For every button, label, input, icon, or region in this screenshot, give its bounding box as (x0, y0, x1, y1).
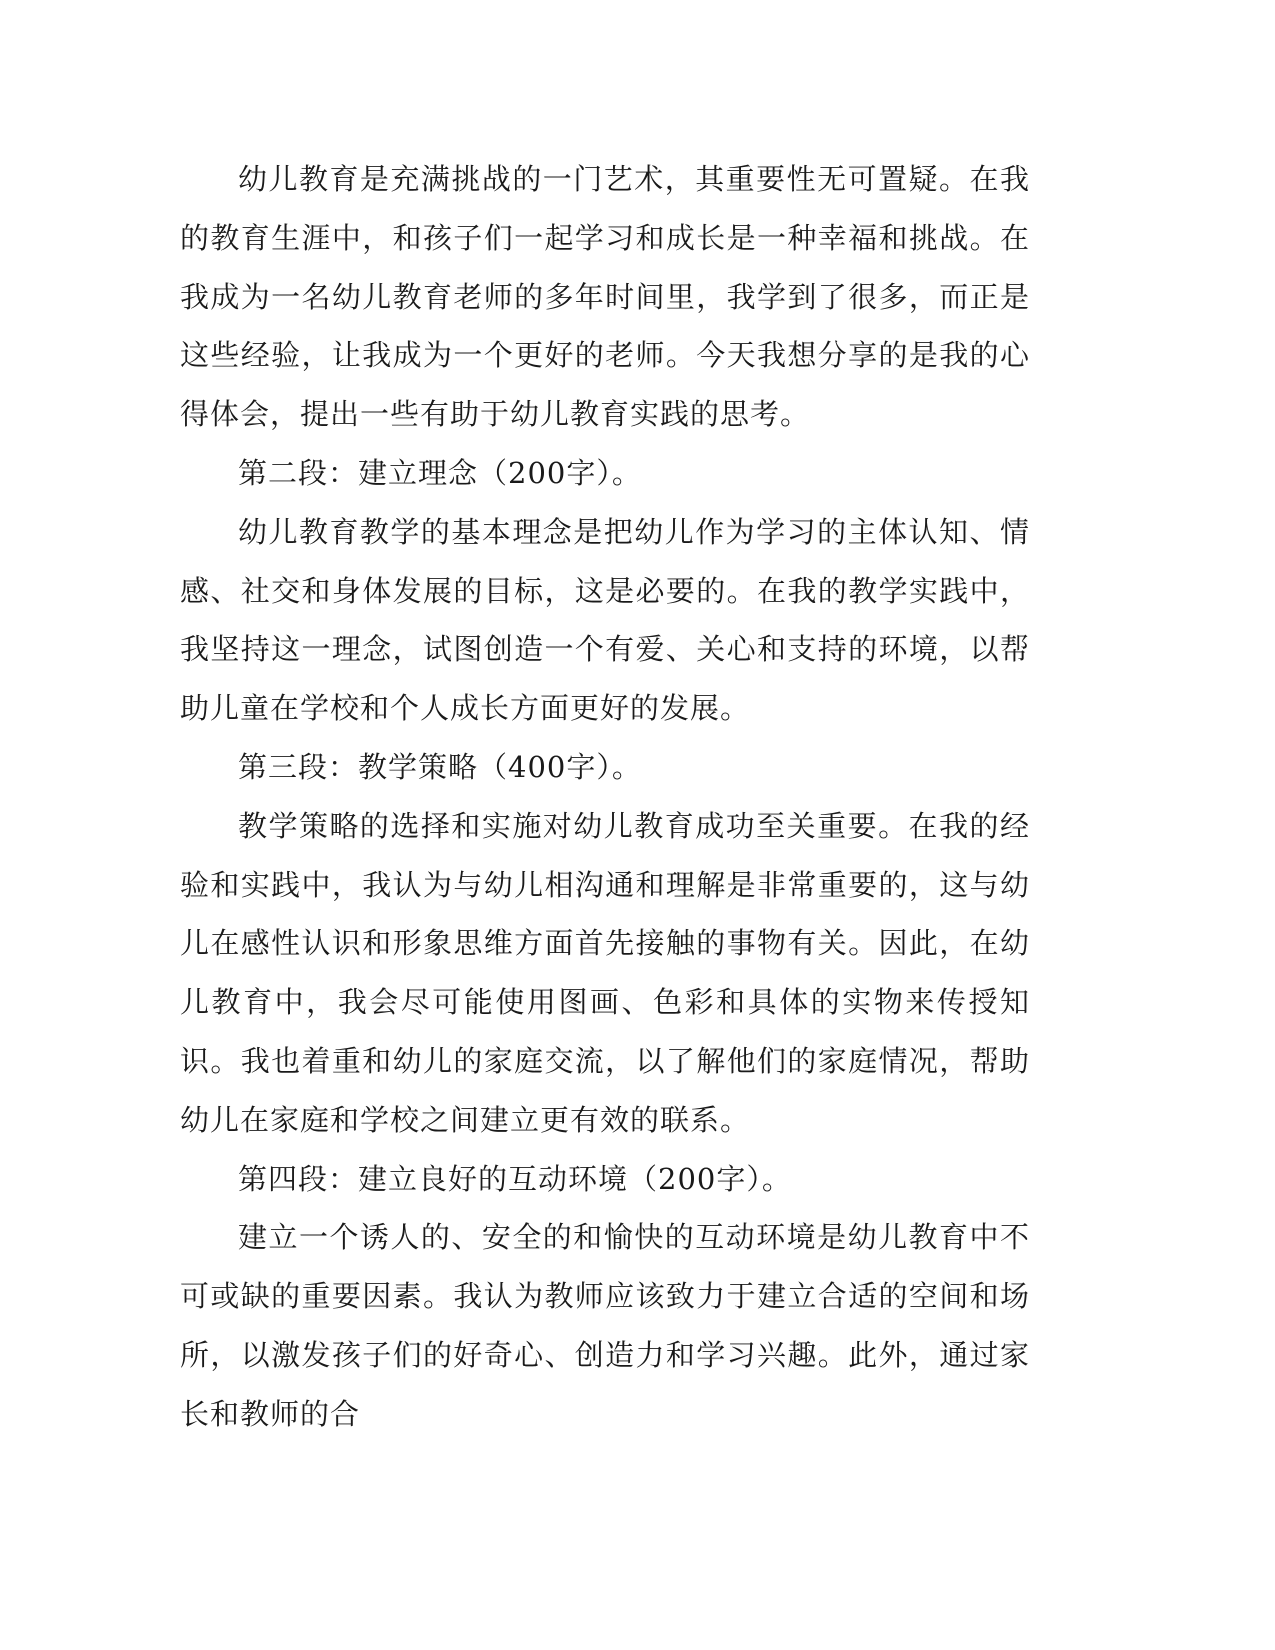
section-paragraph-2: 幼儿教育教学的基本理念是把幼儿作为学习的主体认知、情感、社交和身体发展的目标，这是必要的。在我的教学实践中，我坚持这一理念，试图创造一个有爱、关心和支持的环境，以帮助儿童在学校和个人成长方面更好的发展。 (180, 514, 1030, 726)
intro-paragraph: 幼儿教育是充满挑战的一门艺术，其重要性无可置疑。在我的教育生涯中，和孩子们一起学习和成长是一种幸福和挑战。在我成为一名幼儿教育老师的多年时间里，我学到了很多，而正是这些经验，让我成为一个更好的老师。今天我想分享的是我的心得体会，提出一些有助于幼儿教育实践的思考。 (180, 162, 1030, 432)
section-heading-2: 第二段：建立理念（200字）。 (238, 455, 642, 490)
section-heading-4: 第四段：建立良好的互动环境（200字）。 (238, 1161, 792, 1196)
section-paragraph-3: 教学策略的选择和实施对幼儿教育成功至关重要。在我的经验和实践中，我认为与幼儿相沟通和理解是非常重要的，这与幼儿在感性认识和形象思维方面首先接触的事物有关。因此，在幼儿教育中，我会尽可能使用图画、色彩和具体的实物来传授知识。我也着重和幼儿的家庭交流，以了解他们的家庭情况，帮助幼儿在家庭和学校之间建立更有效的联系。 (180, 808, 1030, 1137)
document-page (180, 150, 1030, 1444)
section-paragraph-4: 建立一个诱人的、安全的和愉快的互动环境是幼儿教育中不可或缺的重要因素。我认为教师应该致力于建立合适的空间和场所，以激发孩子们的好奇心、创造力和学习兴趣。此外，通过家长和教师的合 (180, 1220, 1030, 1431)
section-heading-3: 第三段：教学策略（400字）。 (238, 749, 642, 784)
